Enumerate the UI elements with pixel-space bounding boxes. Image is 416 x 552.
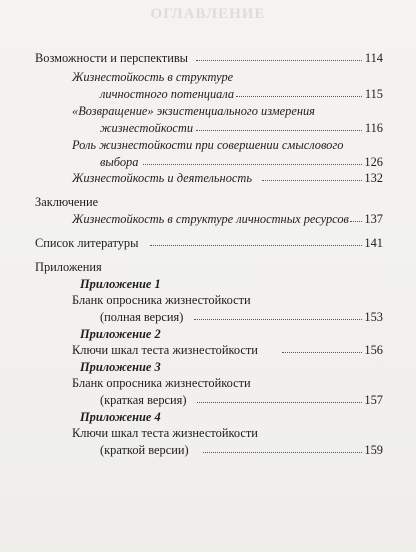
- toc-section-heading: Заключение: [35, 195, 99, 209]
- page-number: 157: [364, 393, 383, 407]
- page-number: 141: [364, 236, 383, 250]
- dot-leader: [203, 452, 362, 453]
- dot-leader: [197, 402, 362, 403]
- appendix-label: Приложение 1: [80, 277, 161, 291]
- dot-leader: [196, 60, 362, 61]
- toc-entry-title: Жизнестойкость в структуре личностных ресурсов: [72, 212, 349, 226]
- appendix-label: Приложение 4: [80, 410, 161, 424]
- toc-entry-title: Список литературы: [35, 236, 139, 250]
- toc-entry-title: Роль жизнестойкости при совершении смыслового: [72, 138, 344, 152]
- page-number: 116: [364, 121, 383, 135]
- toc-entry-title-cont: (краткой версии): [100, 443, 189, 457]
- toc-entry-title: Жизнестойкость и деятельность: [72, 171, 252, 185]
- toc-entry-title-cont: (краткая версия): [100, 393, 187, 407]
- page-number: 126: [364, 155, 383, 169]
- page-number: 132: [364, 171, 383, 185]
- toc-entry-title-cont: (полная версия): [100, 310, 184, 324]
- dot-leader: [150, 245, 362, 246]
- page-number: 159: [364, 443, 383, 457]
- toc-entry-title: Ключи шкал теста жизнестойкости: [72, 343, 258, 357]
- toc-entry-title-cont: личностного потенциала: [100, 87, 235, 101]
- toc-entry-title: Жизнестойкость в структуре: [72, 70, 234, 84]
- appendix-label: Приложение 3: [80, 360, 161, 374]
- running-header: ОГЛАВЛЕНИЕ: [150, 6, 266, 22]
- toc-entry-title: «Возвращение» экзистенциального измерения: [72, 104, 315, 118]
- toc-entry-title: Ключи шкал теста жизнестойкости: [72, 426, 258, 440]
- toc-section-heading: Приложения: [35, 260, 102, 274]
- dot-leader: [143, 164, 362, 165]
- page-number: 156: [364, 343, 383, 357]
- page-number: 153: [364, 310, 383, 324]
- appendix-label: Приложение 2: [80, 327, 161, 341]
- toc-entry-title: Бланк опросника жизнестойкости: [72, 293, 251, 307]
- dot-leader: [194, 319, 362, 320]
- page-number: 137: [364, 212, 383, 226]
- toc-entry-title: Возможности и перспективы: [35, 51, 189, 65]
- toc-entry-title: Бланк опросника жизнестойкости: [72, 376, 251, 390]
- toc-entry-title-cont: жизнестойкости: [100, 121, 194, 135]
- dot-leader: [196, 130, 362, 131]
- page-number: 115: [364, 87, 383, 101]
- toc-entry-title-cont: выбора: [100, 155, 139, 169]
- page-number: 114: [364, 51, 383, 65]
